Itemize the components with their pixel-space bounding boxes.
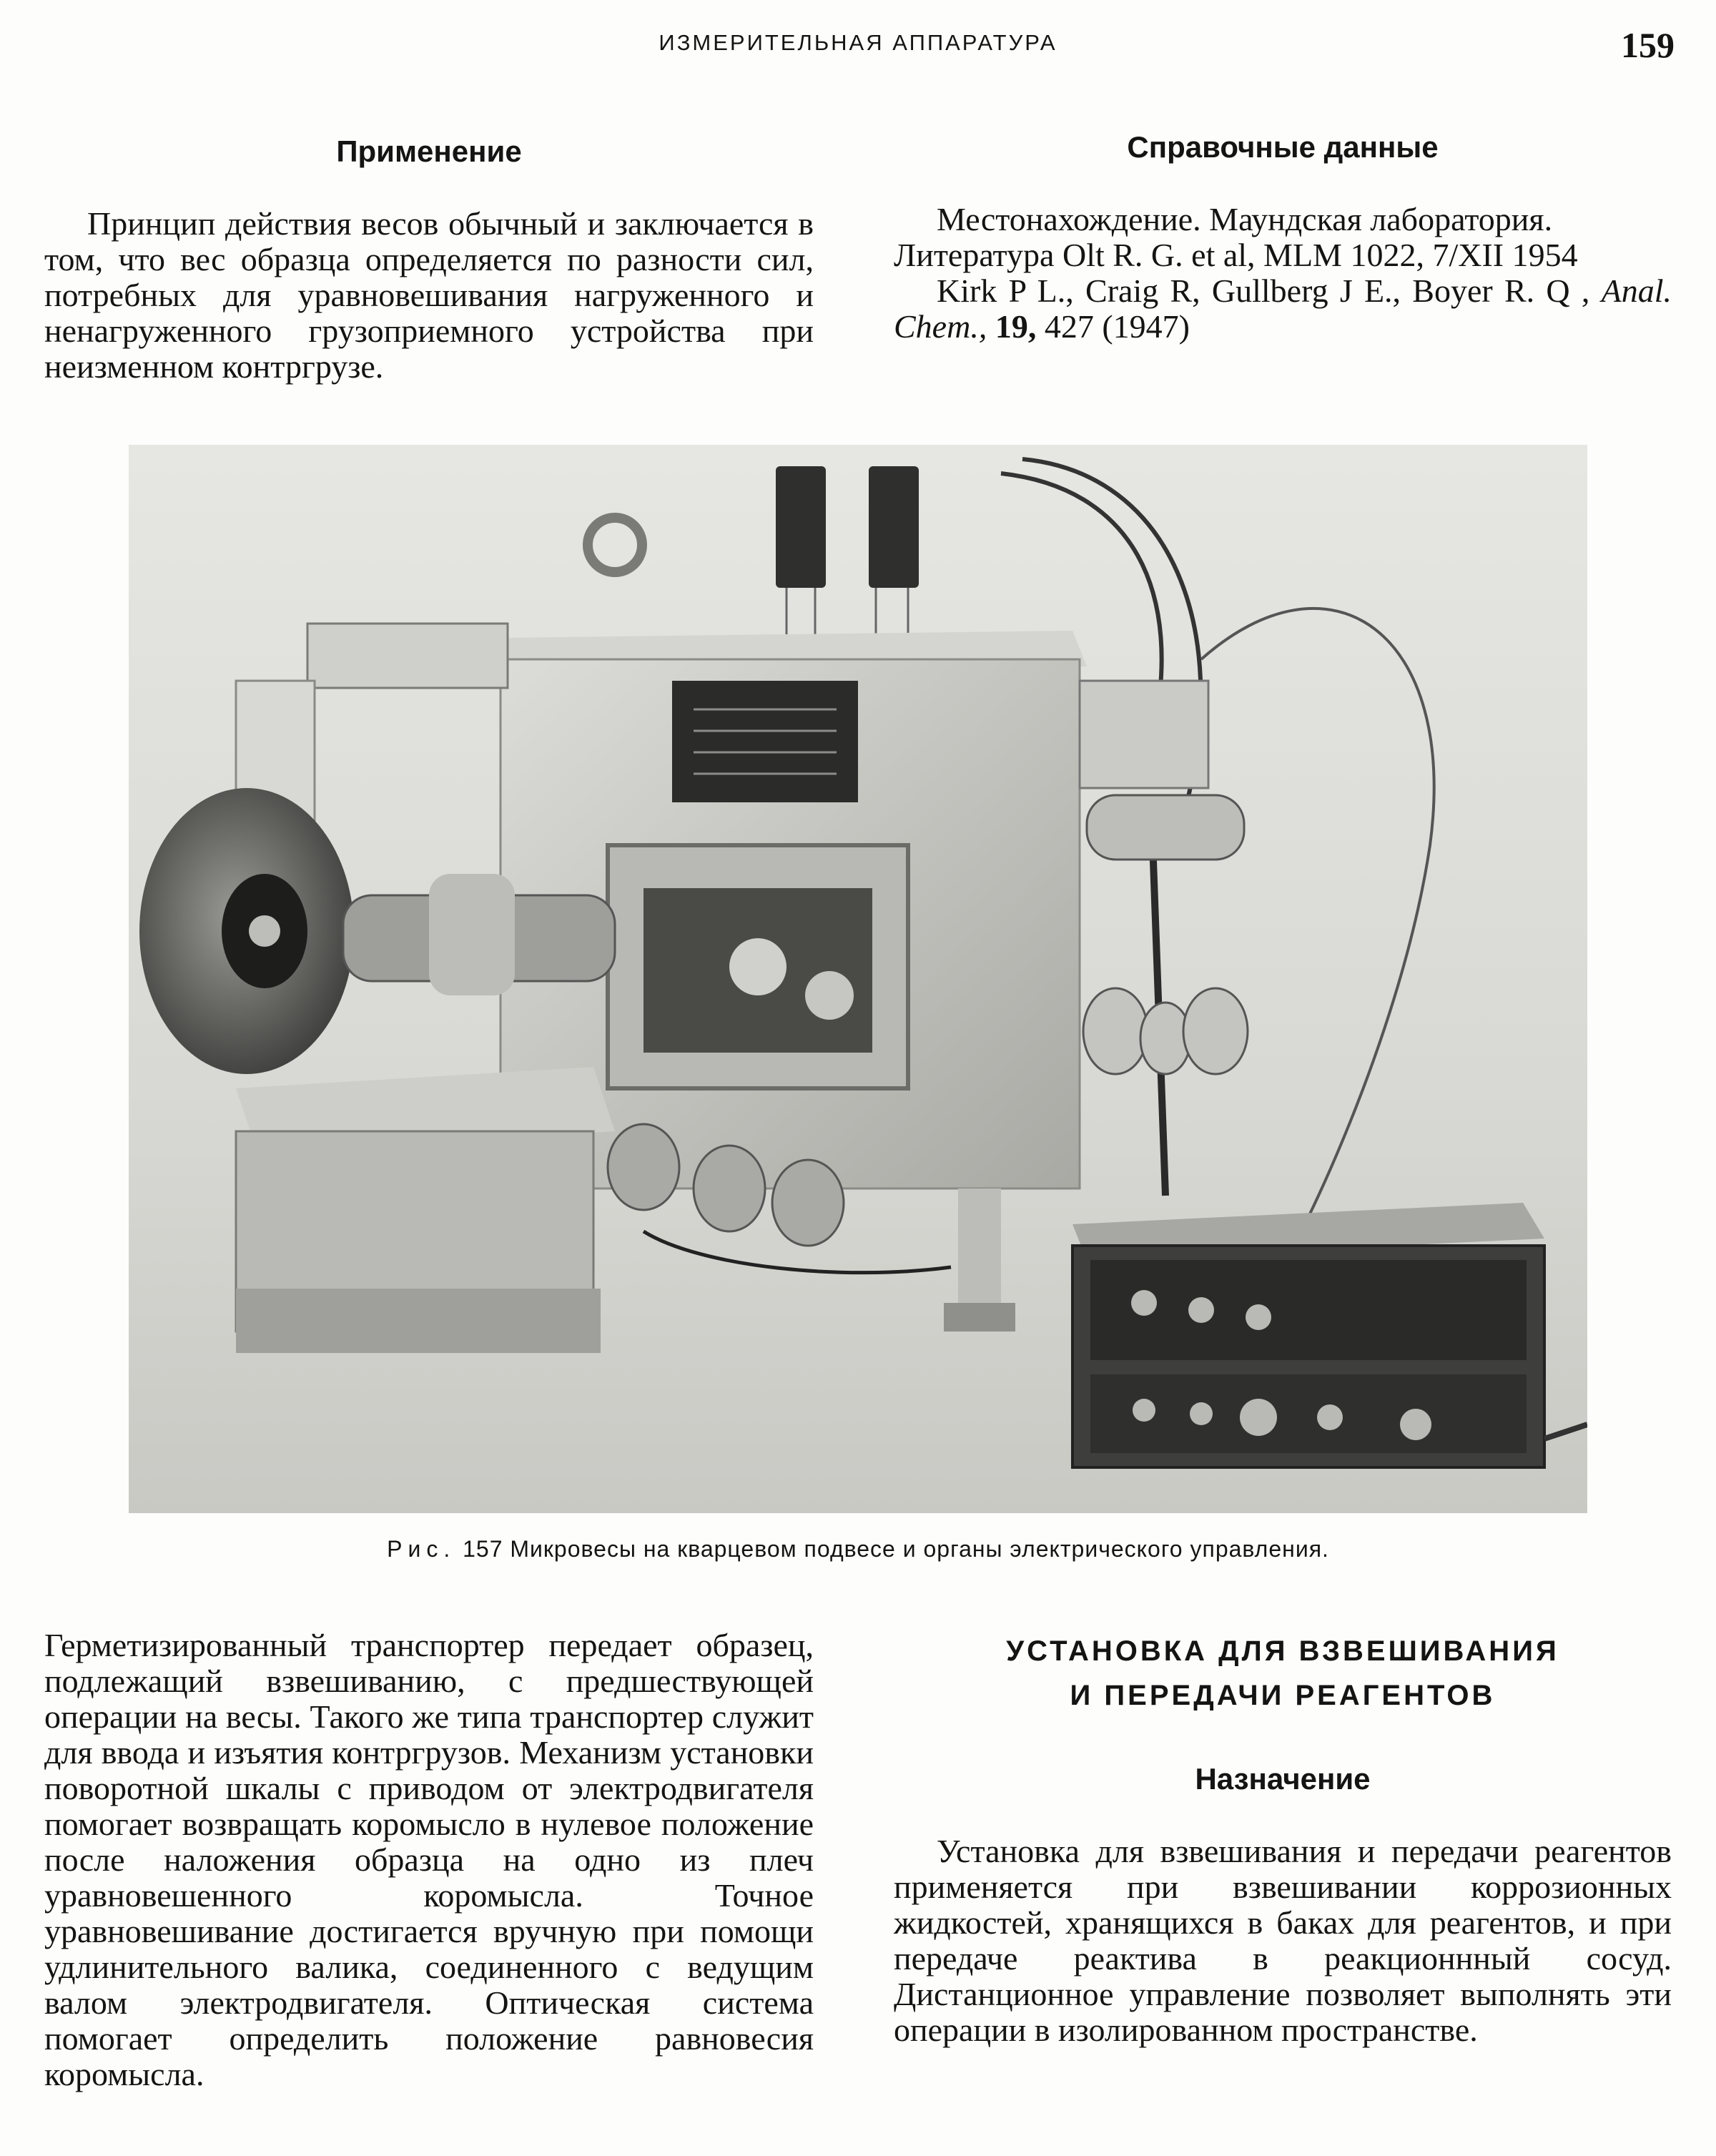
application-text: Принцип действия весов обычный и заключается в том, что вес образца определяется по разности сил, потребных для уравновешивания нагруженного и ненагруженного грузоприемного устройства при неизменном контргрузе. bbox=[44, 205, 814, 385]
weighing-section bbox=[894, 1629, 1672, 2048]
body-left bbox=[44, 1628, 814, 2092]
figure-caption-text: Микровесы на кварцевом подвесе и органы электрического управления. bbox=[510, 1536, 1329, 1562]
reference-list bbox=[894, 202, 1672, 345]
reference-literature: Литература Olt R. G. et al, MLM 1022, 7/XII 1954 bbox=[894, 237, 1578, 273]
application-heading: Применение bbox=[336, 134, 522, 168]
page-number: 159 bbox=[1621, 25, 1675, 65]
reference-section bbox=[894, 130, 1672, 345]
figure-number: 157 bbox=[463, 1536, 503, 1562]
purpose-text: Установка для взвешивания и передачи реагентов применяется при взвешивании коррозионных жидкостей, хранящихся в баках для реагентов, и при передаче реактива в реакционнный сосуд. Дистанционное управление позволяет выполнять эти операции в изолированном пространстве. bbox=[894, 1833, 1672, 2048]
application-section bbox=[44, 134, 814, 385]
ref2-authors: Kirk P L., Craig R, Gullberg J E., Boyer R. Q , bbox=[937, 272, 1590, 309]
figure-157-photo bbox=[129, 445, 1587, 1513]
running-title: ИЗМЕРИТЕЛЬНАЯ АППАРАТУРА bbox=[659, 30, 1057, 55]
reference-heading: Справочные данные bbox=[1127, 130, 1439, 164]
figure-caption bbox=[0, 1536, 1716, 1562]
ref2-journal: Anal. Chem., bbox=[894, 272, 1672, 345]
ref2-volume: 19, bbox=[995, 308, 1037, 345]
reference-location: Местонахождение. Маундская лаборатория. bbox=[937, 201, 1553, 237]
figure-label: Рис. bbox=[387, 1536, 456, 1562]
purpose-heading: Назначение bbox=[1195, 1762, 1371, 1796]
reference-kirk bbox=[894, 273, 1672, 345]
section-title-line2: И ПЕРЕДАЧИ РЕАГЕНТОВ bbox=[1070, 1680, 1496, 1711]
body-left-text: Герметизированный транспортер передает образец, подлежащий взвешиванию, с предшествующей операции на весы. Такого же типа транспортер служит для ввода и изъятия контргрузов. Механизм установки поворотной шкалы с приводом от электродвигателя помогает возвращать коромысло в нулевое положение после наложения образца на одно из плеч уравновешенного коромысла. Точное уравновешивание достигается вручную при помощи удлинительного валика, соединенного с ведущим валом электродвигателя. Оптическая система помогает определить положение равновесия коромысла. bbox=[44, 1627, 814, 2092]
section-title-line1: УСТАНОВКА ДЛЯ ВЗВЕШИВАНИЯ bbox=[1006, 1635, 1559, 1667]
ref2-pages: 427 (1947) bbox=[1044, 308, 1190, 345]
